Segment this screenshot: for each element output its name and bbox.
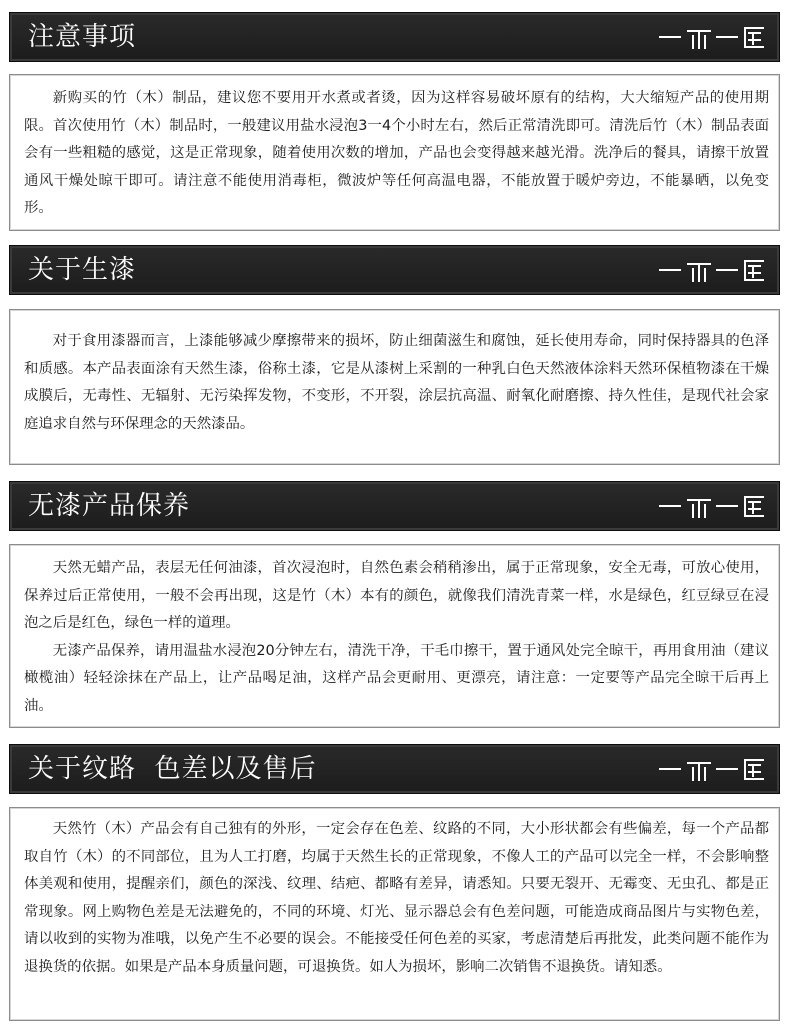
section-title: 注意事项 [28,22,137,52]
paragraph: 新购买的竹（木）制品，建议您不要用开水煮或者烫，因为这样容易破坏原有的结构，大大缩短产品的使用期限。首次使用竹（木）制品时，一般建议用盐水浸泡3一4个小时左右，然后正常清洗即可。清洗后竹（木）制品表面会有一些粗糙的感觉，这是正常现象，随着使用次数的增加，产品也会变得越来越光滑。洗净后的餐具，请擦干放置通风干燥处晾干即可。请注意不能使用消毒柜，微波炉等任何高温电器，不能放置于暖炉旁边，不能暴晒，以免变形。 [24,90,769,216]
section-header-grain-color-aftersales [9,744,780,794]
brand-logo [659,258,765,282]
section-header-raw-lacquer [9,245,780,295]
brand-logo [659,25,765,49]
section-title: 关于纹路 色差以及售后 [28,754,317,784]
section-body-care-notes [9,74,780,231]
paragraph: 天然竹（木）产品会有自己独有的外形，一定会存在色差、纹路的不同，大小形状都会有些偏差，每一个产品都取自竹（木）的不同部位，且为人工打磨，均属于天然生长的正常现象，不像人工的产品可以完全一样，不会影响整体美观和使用，提醒亲们，颜色的深浅、纹理、结疤、都略有差异，请悉知。只要无裂开、无霉变、无虫孔、都是正常现象。网上购物色差是无法避免的，不同的环境、灯光、显示器总会有色差问题，可能造成商品图片与实物色差，请以收到的实物为准哦，以免产生不必要的误会。不能接受任何色差的买家，考虑清楚后再批发，此类问题不能作为退换货的依据。如果是产品本身质量问题，可退换货。如人为损坏，影响二次销售不退换货。请知悉。 [24,821,769,975]
brand-logo [659,757,765,781]
section-title: 关于生漆 [28,255,137,285]
section-header-unlacquered-care [9,481,780,531]
paragraph: 无漆产品保养，请用温盐水浸泡20分钟左右，清洗干净，干毛巾擦干，置于通风处完全晾干，再用食用油（建议橄榄油）轻轻涂抹在产品上，让产品喝足油，这样产品会更耐用、更漂亮，请注意：一定要等产品完全晾干后再上油。 [24,642,769,714]
section-body-unlacquered-care [9,544,780,728]
section-header-care-notes [9,12,780,62]
section-body-raw-lacquer [9,309,780,465]
section-body-grain-color-aftersales [9,807,780,1021]
paragraph: 天然无蜡产品，表层无任何油漆，首次浸泡时，自然色素会稍稍渗出，属于正常现象，安全无毒，可放心使用，保养过后正常使用，一般不会再出现，这是竹（木）本有的颜色，就像我们清洗青菜一样，水是绿色，红豆绿豆在浸泡之后是红色，绿色一样的道理。 [24,560,769,631]
brand-logo [659,494,765,518]
paragraph: 对于食用漆器而言，上漆能够减少摩擦带来的损坏，防止细菌滋生和腐蚀，延长使用寿命，同时保持器具的色泽和质感。本产品表面涂有天然生漆，俗称土漆，它是从漆树上采割的一种乳白色天然液体涂料天然环保植物漆在干燥成膜后，无毒性、无辐射、无污染挥发物，不变形，不开裂，涂层抗高温、耐氧化耐磨擦、持久性佳，是现代社会家庭追求自然与环保理念的天然漆品。 [24,333,769,432]
section-title: 无漆产品保养 [28,491,191,521]
